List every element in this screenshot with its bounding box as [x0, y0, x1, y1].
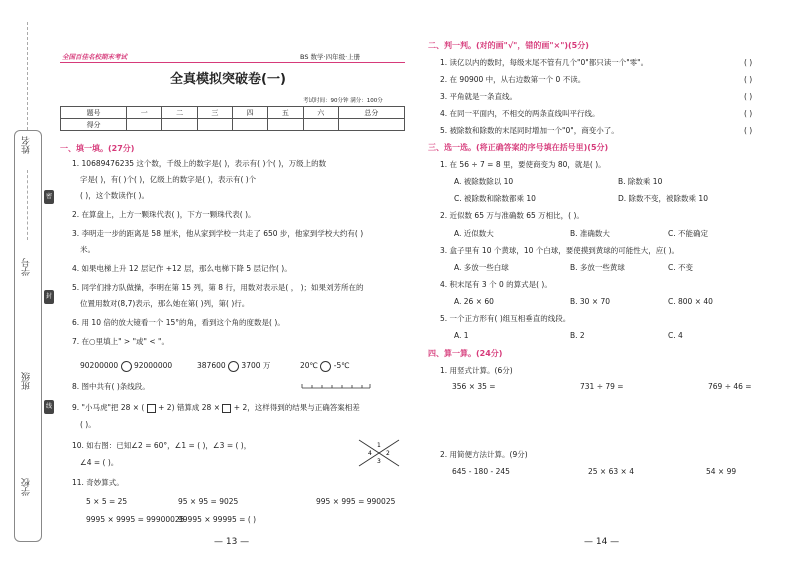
compare-circle-2[interactable]	[228, 361, 239, 372]
judge-2-paren[interactable]: ( )	[744, 75, 753, 84]
question-1-line3: ( )，这个数读作( )。	[80, 191, 149, 200]
score-value-row	[61, 119, 405, 131]
choice-3-option-c: C. 不变	[668, 263, 694, 272]
choice-2-option-a: A. 近似数大	[454, 229, 494, 238]
judge-5: 5. 被除数和除数的末尾同时增加一个"0"，商变小了。	[440, 126, 619, 135]
judge-1: 1. 读亿以内的数时，每级末尾不管有几个"0"都只读一个"零"。	[440, 58, 649, 67]
judge-2: 2. 在 90900 中，从右边数第一个 0 不读。	[440, 75, 586, 84]
choice-3: 3. 盒子里有 10 个黄球，10 个白球，要使摸到黄球的可能性大，应( )。	[440, 246, 680, 255]
pattern-eq-5: 99995 × 99995 = ( )	[178, 515, 257, 524]
score-head-cell: 一	[127, 107, 162, 119]
score-header-row	[61, 107, 405, 119]
question-10-line1: 10. 如右图：已知∠2 = 60°，∠1 = ( )，∠3 = ( )，	[72, 441, 252, 450]
angle-label-3: 3	[377, 458, 381, 465]
question-6: 6. 用 10 倍的放大镜看一个 15°的角，看到这个角的度数是( )。	[72, 318, 285, 327]
question-5-line2: 位置用数对(8,7)表示，那么她在第( )列，第( )行。	[80, 299, 250, 308]
choice-5-option-a: A. 1	[454, 331, 469, 340]
question-7: 7. 在○里填上" > "或" < "。	[72, 337, 169, 346]
question-1-line2: 字是( )，有( )个( )，亿级上的数字是( )，表示有( )个	[80, 175, 257, 184]
seal-mark-3: 线	[44, 400, 54, 414]
calc-1a: 356 × 35 =	[452, 382, 496, 391]
score-head-cell: 题号	[61, 107, 127, 119]
page-number-right: — 14 —	[584, 537, 620, 547]
exam-time: 考试时间：90分钟 满分：100分	[303, 98, 383, 104]
pattern-eq-3: 995 × 995 = 990025	[316, 497, 396, 506]
compare-left-3: 20℃	[300, 361, 318, 370]
name-line	[27, 170, 28, 240]
compare-circle-3[interactable]	[320, 361, 331, 372]
calc-1c: 769 ÷ 46 =	[708, 382, 752, 391]
score-head-cell: 三	[197, 107, 232, 119]
blank-box-1[interactable]	[147, 404, 156, 413]
calc-1-heading: 1. 用竖式计算。(6分)	[440, 366, 513, 375]
choice-2-option-b: B. 准确数大	[570, 229, 610, 238]
compare-circle-1[interactable]	[121, 361, 132, 372]
compare-right-2: 3700 万	[241, 361, 271, 370]
choice-1-option-a: A. 被除数除以 10	[454, 177, 514, 186]
calc-2c: 54 × 99	[706, 467, 737, 476]
score-head-cell: 总分	[338, 107, 404, 119]
question-2: 2. 在算盘上，上方一颗珠代表( )，下方一颗珠代表( )。	[72, 210, 256, 219]
question-3-line1: 3. 李明走一步的距离是 58 厘米，他从家到学校一共走了 650 步，他家到学校大约有( )	[72, 229, 364, 238]
question-1-line1: 1. 10689476235 这个数，千级上的数字是( )，表示有( )个( )，万级上的数	[72, 159, 327, 168]
compare-pair-3	[300, 360, 350, 372]
angle-label-4: 4	[368, 450, 372, 457]
judge-4-paren[interactable]: ( )	[744, 109, 753, 118]
angle-figure	[355, 436, 403, 470]
pattern-eq-2: 95 × 95 = 9025	[178, 497, 239, 506]
header-rule	[60, 62, 405, 63]
student-number-label: 学号	[22, 258, 32, 276]
score-row-label: 得分	[61, 119, 127, 131]
choice-1-option-b: B. 除数乘 10	[618, 177, 663, 186]
section-3-heading: 三、选一选。(将正确答案的序号填在括号里)(5分)	[428, 143, 609, 152]
score-head-cell: 二	[162, 107, 197, 119]
question-9-part-a: 9. "小马虎"把 28 × (	[72, 403, 145, 412]
choice-1-option-d: D. 除数不变，被除数乘 10	[618, 194, 708, 203]
blank-box-2[interactable]	[222, 404, 231, 413]
question-10-line2: ∠4 = ( )。	[80, 458, 119, 467]
question-9-line1	[72, 402, 360, 413]
page-number-left: — 13 —	[214, 537, 250, 547]
segment-figure	[300, 381, 372, 391]
name-label: 姓名	[22, 136, 32, 154]
choice-4-option-c: C. 800 × 40	[668, 297, 713, 306]
score-head-cell: 四	[232, 107, 267, 119]
question-5-line1: 5. 同学们排方队做操，李明在第 15 列，第 8 行，用数对表示是( ， )；如果刘芳所在的	[72, 283, 364, 292]
judge-5-paren[interactable]: ( )	[744, 126, 753, 135]
compare-left-1: 90200000	[80, 361, 119, 370]
book-meta: BS 数学·四年级·上册	[300, 53, 361, 61]
score-head-cell: 六	[303, 107, 338, 119]
banner-text: 全国百佳名校期末考试	[62, 53, 127, 61]
dashed-line	[27, 22, 28, 130]
score-table	[60, 106, 405, 131]
question-8: 8. 图中共有( )条线段。	[72, 382, 150, 391]
calc-2a: 645 - 180 - 245	[452, 467, 510, 476]
choice-3-option-b: B. 多放一些黄球	[570, 263, 625, 272]
choice-1: 1. 在 56 ÷ 7 = 8 里，要使商变为 80，就是( )。	[440, 160, 606, 169]
binding-strip	[0, 0, 58, 576]
angle-label-2: 2	[386, 450, 390, 457]
question-3-line2: 米。	[80, 245, 95, 254]
seal-mark-2: 封	[44, 290, 54, 304]
choice-5: 5. 一个正方形有( )组互相垂直的线段。	[440, 314, 571, 323]
pattern-eq-4: 9995 × 9995 = 99900025	[86, 515, 185, 524]
section-1-heading: 一、填一填。(27分)	[60, 144, 135, 153]
compare-left-2: 387600	[197, 361, 226, 370]
judge-3: 3. 平角就是一条直线。	[440, 92, 518, 101]
choice-4-option-b: B. 30 × 70	[570, 297, 611, 306]
calc-1b: 731 ÷ 79 =	[580, 382, 624, 391]
pattern-eq-1: 5 × 5 = 25	[86, 497, 128, 506]
choice-3-option-a: A. 多放一些白球	[454, 263, 509, 272]
calc-2-heading: 2. 用简便方法计算。(9分)	[440, 450, 528, 459]
seal-mark-1: 密	[44, 190, 54, 204]
choice-2: 2. 近似数 65 万与准确数 65 万相比，( )。	[440, 211, 584, 220]
judge-1-paren[interactable]: ( )	[744, 58, 753, 67]
choice-4: 4. 积末尾有 3 个 0 的算式是( )。	[440, 280, 552, 289]
section-4-heading: 四、算一算。(24分)	[428, 349, 503, 358]
score-head-cell: 五	[268, 107, 303, 119]
angle-label-1: 1	[377, 442, 381, 449]
choice-5-option-c: C. 4	[668, 331, 683, 340]
school-label: 学校	[22, 478, 32, 496]
compare-pair-2	[197, 360, 270, 372]
question-9-part-b: + 2) 错算成 28 ×	[158, 403, 220, 412]
class-label: 班级	[22, 372, 32, 390]
section-2-heading: 二、判一判。(对的画"√"，错的画"×")(5分)	[428, 41, 589, 50]
judge-4: 4. 在同一平面内，不相交的两条直线叫平行线。	[440, 109, 600, 118]
choice-2-option-c: C. 不能确定	[668, 229, 709, 238]
question-4: 4. 如果电梯上升 12 层记作 +12 层，那么电梯下降 5 层记作( )。	[72, 264, 292, 273]
question-9-line2: ( )。	[80, 420, 96, 429]
question-11: 11. 奇妙算式。	[72, 478, 124, 487]
choice-5-option-b: B. 2	[570, 331, 585, 340]
compare-right-1: 92000000	[133, 361, 173, 370]
choice-4-option-a: A. 26 × 60	[454, 297, 494, 306]
page-title: 全真模拟突破卷(一)	[170, 72, 286, 87]
choice-1-option-c: C. 被除数和除数都乘 10	[454, 194, 536, 203]
judge-3-paren[interactable]: ( )	[744, 92, 753, 101]
compare-pair-1	[80, 360, 172, 372]
calc-2b: 25 × 63 × 4	[588, 467, 634, 476]
question-9-part-c: + 2，这样得到的结果与正确答案相差	[233, 403, 360, 412]
compare-right-3: -5℃	[333, 361, 350, 370]
